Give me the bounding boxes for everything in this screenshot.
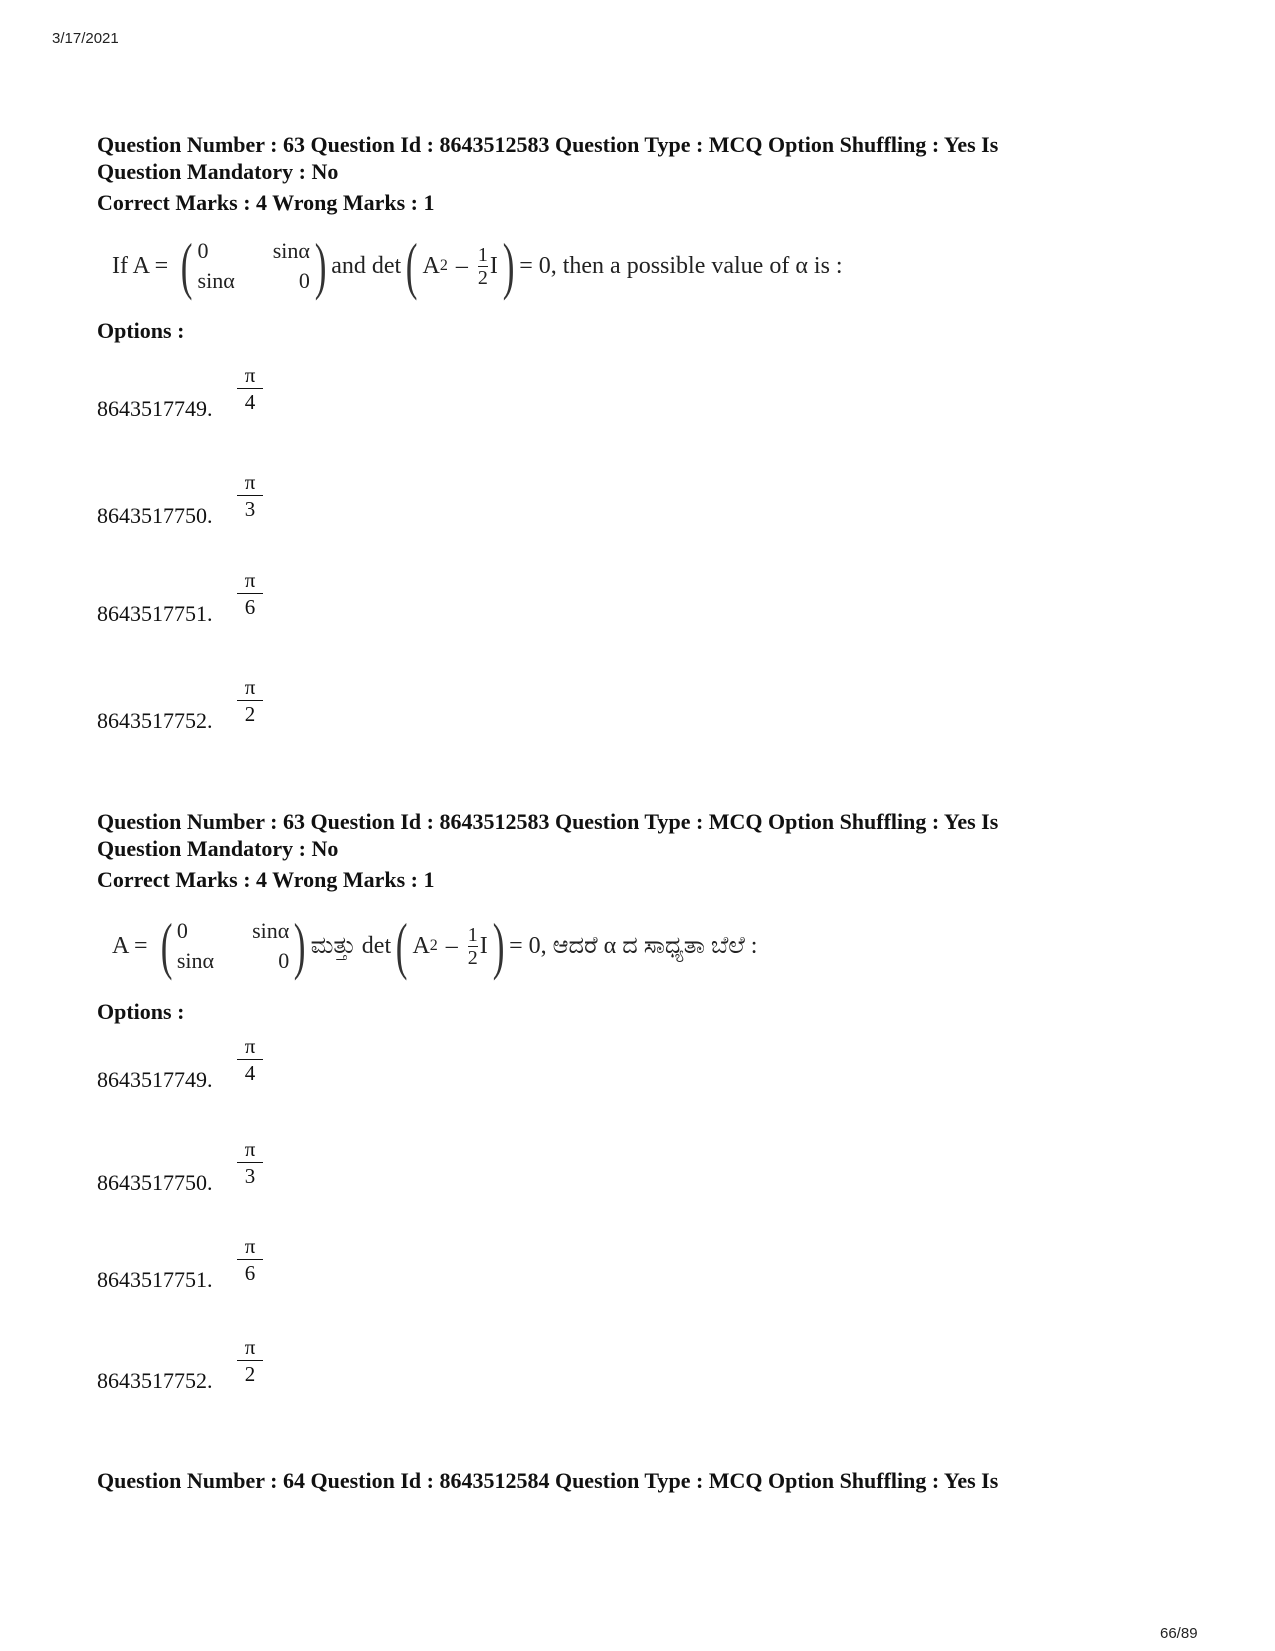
matrix-cell: sinα [197,268,235,293]
math-superscript: 2 [439,257,448,274]
fraction-numerator: π [237,568,263,594]
option-id: 8643517752. [97,1368,213,1393]
option-fraction [237,1234,263,1285]
option-fraction [237,363,263,414]
option-id: 8643517752. [97,708,213,733]
matrix-cell: 0 [176,918,188,943]
fraction-denominator: 6 [244,595,256,619]
half-fraction [478,244,488,289]
option-fraction [237,675,263,726]
option-id: 8643517750. [97,503,213,528]
left-paren: ( [395,910,408,981]
option-id: 8643517749. [97,1067,213,1092]
option-item [97,1221,397,1293]
fraction-denominator: 4 [244,390,256,414]
option-id: 8643517751. [97,1267,213,1292]
question-header-line-1: Question Number : 63 Question Id : 8643512583 Question Type : MCQ Option Shuffling : Yes Is [97,809,999,834]
question-header-line-2: Question Mandatory : No [97,836,339,861]
question-header [97,1467,1197,1494]
math-a: A [422,252,440,279]
page-number: 66/89 [1160,1625,1198,1642]
options-label: Options : [97,318,185,343]
fraction-denominator: 2 [477,266,488,289]
question-header-line-2: Question Mandatory : No [97,159,339,184]
fraction-denominator: 3 [244,1164,256,1188]
option-fraction [237,470,263,521]
fraction-numerator: π [237,363,263,389]
option-item [97,662,397,734]
fraction-numerator: π [237,675,263,701]
fraction-numerator: π [237,1137,263,1163]
math-tail: = 0, ಆದರೆ α ದ ಸಾಧ್ಯತಾ ಬೆಲೆ : [509,932,758,959]
matrix-a [177,918,289,974]
option-item [97,555,397,627]
matrix-cell: sinα [176,948,215,973]
option-item [97,350,397,422]
right-paren: ) [492,910,505,981]
option-fraction [237,1034,263,1085]
fraction-numerator: π [237,470,263,496]
question-header-line-1: Question Number : 64 Question Id : 8643512584 Question Type : MCQ Option Shuffling : Yes Is [97,1468,999,1493]
matrix-cell: 0 [278,948,290,973]
right-paren: ) [294,910,306,981]
fraction-numerator: π [237,1234,263,1260]
fraction-numerator: π [237,1335,263,1361]
question-statement [112,905,757,987]
option-item [97,1021,397,1093]
left-paren: ( [406,230,418,301]
left-paren: ( [160,910,173,981]
fraction-numerator: π [237,1034,263,1060]
half-fraction [468,924,478,969]
math-superscript: 2 [429,937,438,954]
math-minus: – [445,932,458,959]
option-fraction [237,568,263,619]
left-paren: ( [180,230,193,301]
fraction-denominator: 2 [244,702,256,726]
math-identity: I [479,932,488,959]
question-header-line-1: Question Number : 63 Question Id : 8643512583 Question Type : MCQ Option Shuffling : Yes Is [97,132,999,157]
fraction-denominator: 6 [244,1261,256,1285]
math-identity: I [489,252,498,279]
matrix-cell: sinα [272,238,310,263]
math-mid: and det [331,252,402,279]
question-header [97,808,1197,862]
question-marks: Correct Marks : 4 Wrong Marks : 1 [97,190,435,215]
option-id: 8643517751. [97,601,213,626]
question-statement [112,225,843,307]
option-id: 8643517750. [97,1170,213,1195]
matrix-cell: 0 [197,238,209,263]
matrix-cell: sinα [252,918,290,943]
question-header [97,131,1197,185]
option-item [97,1124,397,1196]
math-mid: ಮತ್ತು det [310,932,392,959]
math-a: A [412,932,430,959]
option-fraction [237,1335,263,1386]
fraction-denominator: 4 [244,1061,256,1085]
fraction-numerator: 1 [477,243,488,266]
math-tail: = 0, then a possible value of α is : [519,252,843,279]
option-id: 8643517749. [97,396,213,421]
matrix-a [198,238,310,294]
right-paren: ) [314,230,327,301]
option-item [97,457,397,529]
matrix-cell: 0 [298,268,310,293]
option-item [97,1322,397,1394]
print-date: 3/17/2021 [52,30,119,47]
math-minus: – [455,252,468,279]
fraction-denominator: 2 [244,1362,256,1386]
fraction-denominator: 2 [467,946,478,969]
fraction-denominator: 3 [244,497,256,521]
fraction-numerator: 1 [467,923,478,946]
option-fraction [237,1137,263,1188]
options-label: Options : [97,999,185,1024]
right-paren: ) [502,230,515,301]
math-lead: A = [112,932,148,959]
math-lead: If A = [112,252,169,279]
question-marks: Correct Marks : 4 Wrong Marks : 1 [97,867,435,892]
